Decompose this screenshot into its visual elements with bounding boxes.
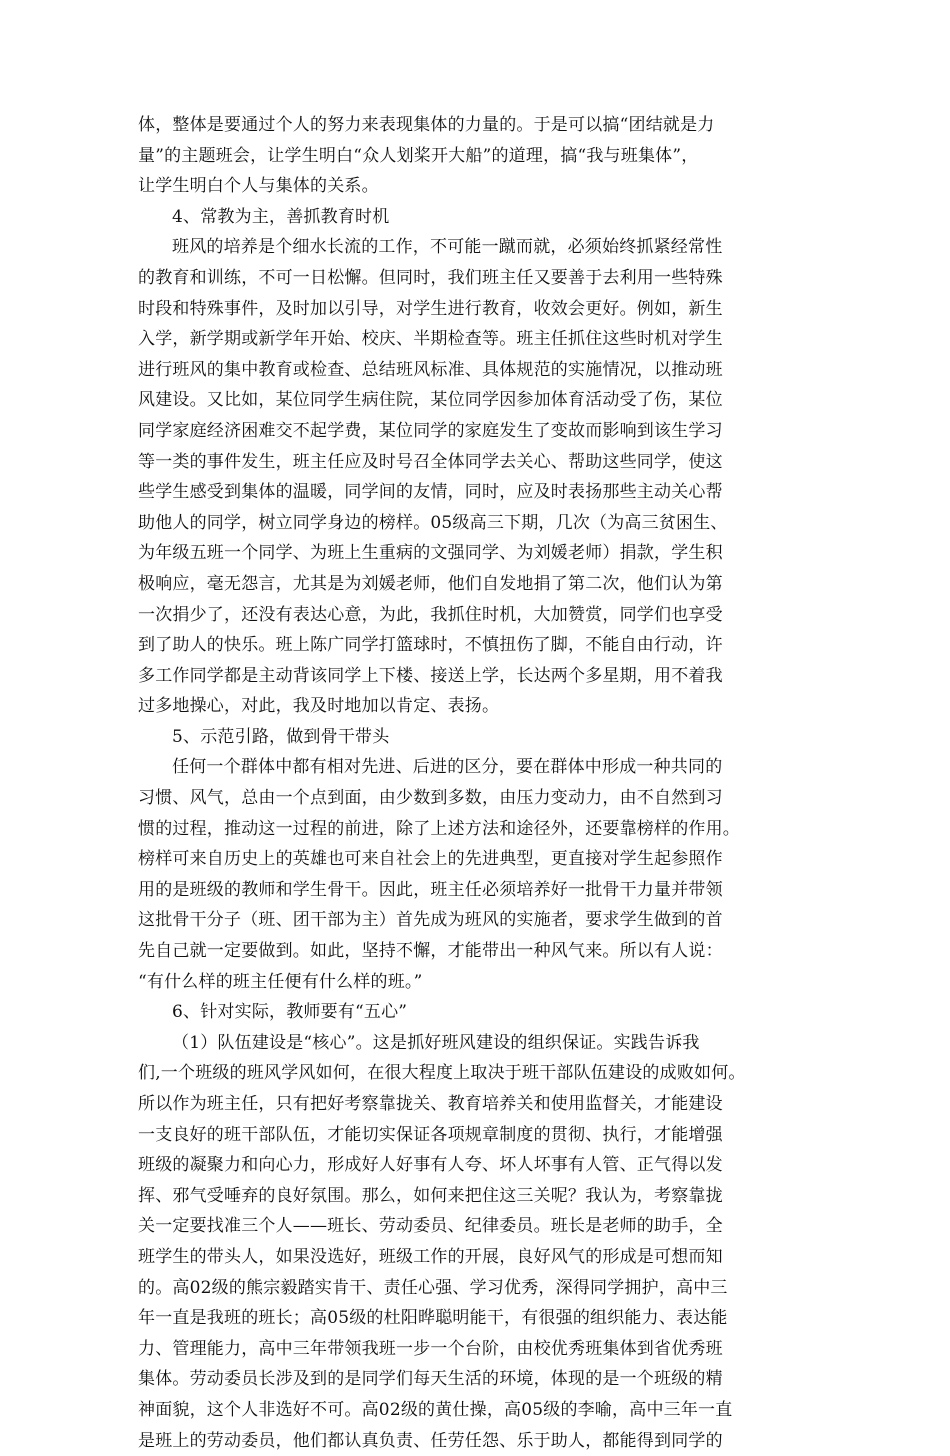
text-line: 些学生感受到集体的温暖，同学间的友情，同时，应及时表扬那些主动关心帮: [138, 482, 723, 503]
document-body: [138, 110, 806, 1456]
text-line: 多工作同学都是主动背该同学上下楼、接送上学，长达两个多星期，用不着我: [138, 665, 723, 686]
text-line: 惯的过程，推动这一过程的前进，除了上述方法和途径外，还要靠榜样的作用。: [138, 818, 740, 839]
text-line: 班学生的带头人，如果没选好，班级工作的开展，良好风气的形成是可想而知: [138, 1246, 723, 1267]
text-line: 榜样可来自历史上的英雄也可来自社会上的先进典型，更直接对学生起参照作: [138, 849, 723, 870]
text-line: 关一定要找准三个人——班长、劳动委员、纪律委员。班长是老师的助手，全: [138, 1216, 723, 1237]
text-line: （1）队伍建设是“核心”。这是抓好班风建设的组织保证。实践告诉我: [172, 1032, 700, 1053]
text-line: 风建设。又比如，某位同学生病住院，某位同学因参加体育活动受了伤，某位: [138, 390, 723, 411]
text-line: 到了助人的快乐。班上陈广同学打篮球时，不慎扭伤了脚，不能自由行动，许: [138, 635, 723, 656]
text-line: 集体。劳动委员长涉及到的是同学们每天生活的环境，体现的是一个班级的精: [138, 1369, 723, 1390]
text-line: 用的是班级的教师和学生骨干。因此，班主任必须培养好一批骨干力量并带领: [138, 879, 723, 900]
text-line: “有什么样的班主任便有什么样的班。”: [138, 971, 423, 992]
text-line: 助他人的同学，树立同学身边的榜样。05级高三下期，几次（为高三贫困生、: [138, 512, 728, 533]
text-line: 让学生明白个人与集体的关系。: [138, 176, 379, 197]
text-line: 等一类的事件发生，班主任应及时号召全体同学去关心、帮助这些同学，使这: [138, 451, 723, 472]
text-line: 神面貌，这个人非选好不可。高02级的黄仕操，高05级的李喻，高中三年一直: [138, 1399, 733, 1420]
text-line: 班风的培养是个细水长流的工作，不可能一蹴而就，必须始终抓紧经常性: [172, 237, 723, 258]
text-line: 年一直是我班的班长；高05级的杜阳晔聪明能干，有很强的组织能力、表达能: [138, 1308, 728, 1329]
text-line: 进行班风的集中教育或检查、总结班风标准、具体规范的实施情况，以推动班: [138, 359, 723, 380]
text-line: 入学，新学期或新学年开始、校庆、半期检查等。班主任抓住这些时机对学生: [138, 329, 723, 350]
text-line: 们,一个班级的班风学风如何，在很大程度上取决于班干部队伍建设的成败如何。: [138, 1063, 746, 1084]
text-line: 6、针对实际，教师要有“五心”: [172, 1002, 408, 1023]
text-line: 5、示范引路，做到骨干带头: [172, 726, 390, 747]
text-line: 过多地操心，对此，我及时地加以肯定、表扬。: [138, 696, 500, 717]
text-line: 力、管理能力，高中三年带领我班一步一个台阶，由校优秀班集体到省优秀班: [138, 1338, 723, 1359]
text-line: 极响应，毫无怨言，尤其是为刘媛老师，他们自发地捐了第二次，他们认为第: [138, 573, 723, 594]
text-line: 一支良好的班干部队伍，才能切实保证各项规章制度的贯彻、执行，才能增强: [138, 1124, 723, 1145]
text-line: 所以作为班主任，只有把好考察靠拢关、教育培养关和使用监督关，才能建设: [138, 1094, 723, 1114]
text-line: 一次捐少了，还没有表达心意，为此，我抓住时机，大加赞赏，同学们也享受: [138, 604, 723, 625]
text-line: 是班上的劳动委员，他们都认真负责、任劳任怨、乐于助人，都能得到同学的: [138, 1430, 723, 1451]
text-line: 为年级五班一个同学、为班上生重病的文强同学、为刘媛老师）捐款，学生积: [138, 543, 723, 564]
text-line: 同学家庭经济困难交不起学费，某位同学的家庭发生了变故而影响到该生学习: [138, 420, 723, 441]
text-line: 时段和特殊事件，及时加以引导，对学生进行教育，收效会更好。例如，新生: [138, 298, 723, 319]
text-line: 的教育和训练，不可一日松懈。但同时，我们班主任又要善于去利用一些特殊: [138, 267, 723, 288]
text-line: 体，整体是要通过个人的努力来表现集体的力量的。于是可以搞“团结就是力: [138, 115, 715, 135]
text-line: 习惯、风气，总由一个点到面，由少数到多数，由压力变动力，由不自然到习: [138, 788, 723, 809]
text-line: 班级的凝聚力和向心力，形成好人好事有人夸、坏人坏事有人管、正气得以发: [138, 1155, 723, 1176]
text-line: 这批骨干分子（班、团干部为主）首先成为班风的实施者，要求学生做到的首: [138, 910, 723, 931]
text-line: 先自己就一定要做到。如此，坚持不懈，才能带出一种风气来。所以有人说：: [138, 941, 723, 962]
text-line: 的。高02级的熊宗毅踏实肯干、责任心强、学习优秀，深得同学拥护，高中三: [138, 1277, 728, 1298]
text-line: 量”的主题班会，让学生明白“众人划桨开大船”的道理，搞“我与班集体”，: [138, 145, 699, 166]
text-line: 挥、邪气受唾弃的良好氛围。那么，如何来把住这三关呢？我认为，考察靠拢: [138, 1185, 723, 1206]
text-line: 任何一个群体中都有相对先进、后进的区分，要在群体中形成一种共同的: [172, 757, 723, 778]
text-line: 4、常教为主，善抓教育时机: [172, 206, 390, 227]
